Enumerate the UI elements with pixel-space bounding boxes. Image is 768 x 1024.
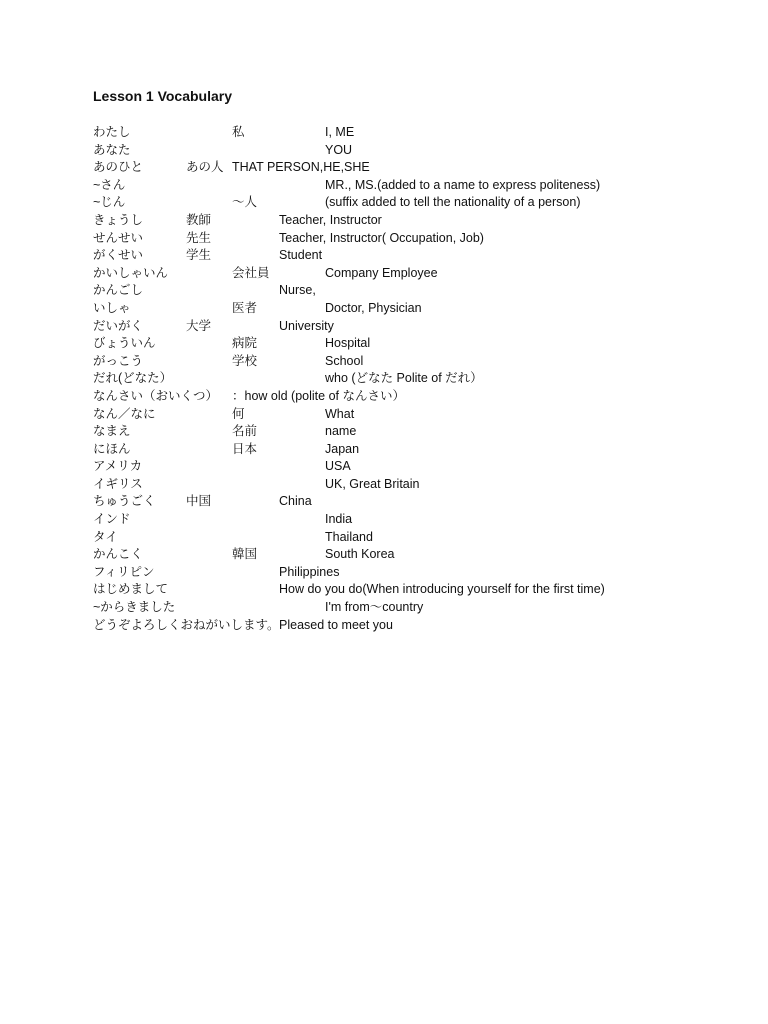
vocab-term: ちゅうごく	[93, 494, 156, 509]
vocab-term: フィリピン	[93, 564, 155, 579]
vocab-term: きょうし	[93, 212, 144, 227]
vocab-term: かんごし	[93, 283, 144, 298]
vocab-term: あのひと	[93, 160, 144, 175]
vocab-kanji: 中国	[186, 494, 212, 509]
vocab-meaning: Thailand	[325, 529, 373, 544]
vocab-meaning: I, ME	[325, 125, 355, 139]
vocab-meaning: School	[325, 353, 364, 368]
vocab-row	[93, 529, 733, 547]
vocab-row	[93, 212, 733, 230]
vocab-row	[93, 441, 733, 459]
vocab-row	[93, 388, 733, 406]
vocab-meaning: China	[279, 494, 312, 509]
vocab-term: ~じん	[93, 195, 126, 210]
vocab-meaning: USA	[325, 459, 351, 474]
vocab-term: だれ(どなた）	[93, 371, 173, 386]
vocab-term: わたし	[93, 125, 131, 139]
vocab-meaning: ：how old (polite of なんさい）	[232, 388, 405, 403]
vocab-kanji: 会社員	[232, 265, 270, 280]
vocab-meaning: University	[279, 318, 334, 333]
vocab-kanji: 私	[232, 125, 245, 139]
vocab-meaning: Japan	[325, 441, 360, 456]
vocab-meaning: Doctor, Physician	[325, 300, 422, 315]
vocab-kanji: 医者	[232, 300, 258, 315]
vocab-term: どうぞよろしくおねがいします。	[93, 617, 280, 632]
vocab-kanji: 教師	[186, 212, 212, 227]
vocab-row	[93, 265, 733, 283]
vocab-meaning: MR., MS.(added to a name to express politeness)	[325, 177, 601, 192]
vocab-kanji: あの人	[186, 160, 224, 175]
vocab-meaning: Nurse,	[279, 283, 316, 298]
vocab-term: あなた	[93, 142, 131, 157]
vocab-row	[93, 406, 733, 424]
vocab-meaning: How do you do(When introducing yourself for the first time)	[279, 582, 605, 597]
vocab-term: ~さん	[93, 177, 126, 192]
vocab-term: はじめまして	[93, 582, 169, 597]
vocab-meaning: (suffix added to tell the nationality of a person)	[325, 195, 581, 210]
vocab-meaning: Pleased to meet you	[279, 617, 393, 632]
vocab-term: だいがく	[93, 318, 144, 333]
vocab-term: ~からきました	[93, 600, 176, 615]
vocab-row	[93, 124, 733, 142]
vocab-meaning: name	[325, 424, 357, 439]
vocab-row	[93, 511, 733, 529]
vocab-kanji: 韓国	[232, 547, 258, 562]
vocab-meaning: Company Employee	[325, 265, 438, 280]
vocabulary-list	[93, 124, 733, 634]
vocab-row	[93, 247, 733, 265]
vocab-term: びょういん	[93, 336, 156, 351]
vocab-row	[93, 493, 733, 511]
vocab-kanji: 何	[232, 406, 245, 421]
vocab-kanji: 先生	[186, 230, 212, 245]
vocab-row	[93, 335, 733, 353]
vocab-meaning: Student	[279, 248, 323, 263]
vocab-row	[93, 300, 733, 318]
vocab-kanji: ～人	[232, 195, 258, 210]
vocab-meaning: Teacher, Instructor	[279, 212, 382, 227]
vocab-meaning: What	[325, 406, 355, 421]
vocab-row	[93, 370, 733, 388]
vocab-kanji: 学生	[186, 248, 212, 263]
vocab-term: なん／なに	[93, 406, 156, 421]
page-title: Lesson 1 Vocabulary	[93, 88, 233, 104]
vocab-row	[93, 282, 733, 300]
vocab-term: かんこく	[93, 547, 144, 562]
vocab-kanji: 名前	[232, 424, 258, 439]
vocab-term: かいしゃいん	[93, 265, 169, 280]
vocab-term: イギリス	[93, 476, 143, 491]
vocab-kanji: 大学	[186, 318, 212, 333]
vocab-meaning: Philippines	[279, 564, 340, 579]
vocab-meaning: Teacher, Instructor( Occupation, Job)	[279, 230, 484, 245]
vocab-term: せんせい	[93, 230, 144, 245]
vocab-term: なんさい（おいくつ）	[93, 388, 219, 403]
vocab-row	[93, 581, 733, 599]
vocab-meaning: Hospital	[325, 336, 371, 351]
vocab-row	[93, 458, 733, 476]
vocab-kanji: 学校	[232, 353, 258, 368]
vocab-meaning: who (どなた Polite of だれ）	[325, 371, 483, 386]
vocab-row	[93, 194, 733, 212]
vocab-row	[93, 230, 733, 248]
vocab-term: いしゃ	[93, 300, 131, 315]
vocab-row	[93, 599, 733, 617]
vocab-term: アメリカ	[93, 459, 143, 474]
vocab-row	[93, 318, 733, 336]
vocab-row	[93, 142, 733, 160]
vocab-meaning: UK, Great Britain	[325, 476, 420, 491]
vocab-row	[93, 546, 733, 564]
vocab-kanji: 病院	[232, 336, 258, 351]
vocab-meaning: YOU	[325, 142, 353, 157]
vocab-term: なまえ	[93, 424, 131, 439]
vocab-term: がくせい	[93, 248, 144, 263]
vocab-term: インド	[93, 512, 131, 527]
vocab-row	[93, 617, 733, 635]
vocab-row	[93, 177, 733, 195]
vocab-row	[93, 564, 733, 582]
vocab-row	[93, 159, 733, 177]
vocab-row	[93, 353, 733, 371]
vocab-row	[93, 476, 733, 494]
vocab-meaning: THAT PERSON,HE,SHE	[232, 160, 370, 175]
vocab-row	[93, 423, 733, 441]
vocab-term: がっこう	[93, 353, 144, 368]
vocab-meaning: I'm from～country	[325, 600, 424, 615]
vocab-meaning: South Korea	[325, 547, 395, 562]
vocab-term: にほん	[93, 441, 131, 456]
vocab-kanji: 日本	[232, 441, 258, 456]
vocab-meaning: India	[325, 512, 353, 527]
vocab-term: タイ	[93, 529, 118, 544]
